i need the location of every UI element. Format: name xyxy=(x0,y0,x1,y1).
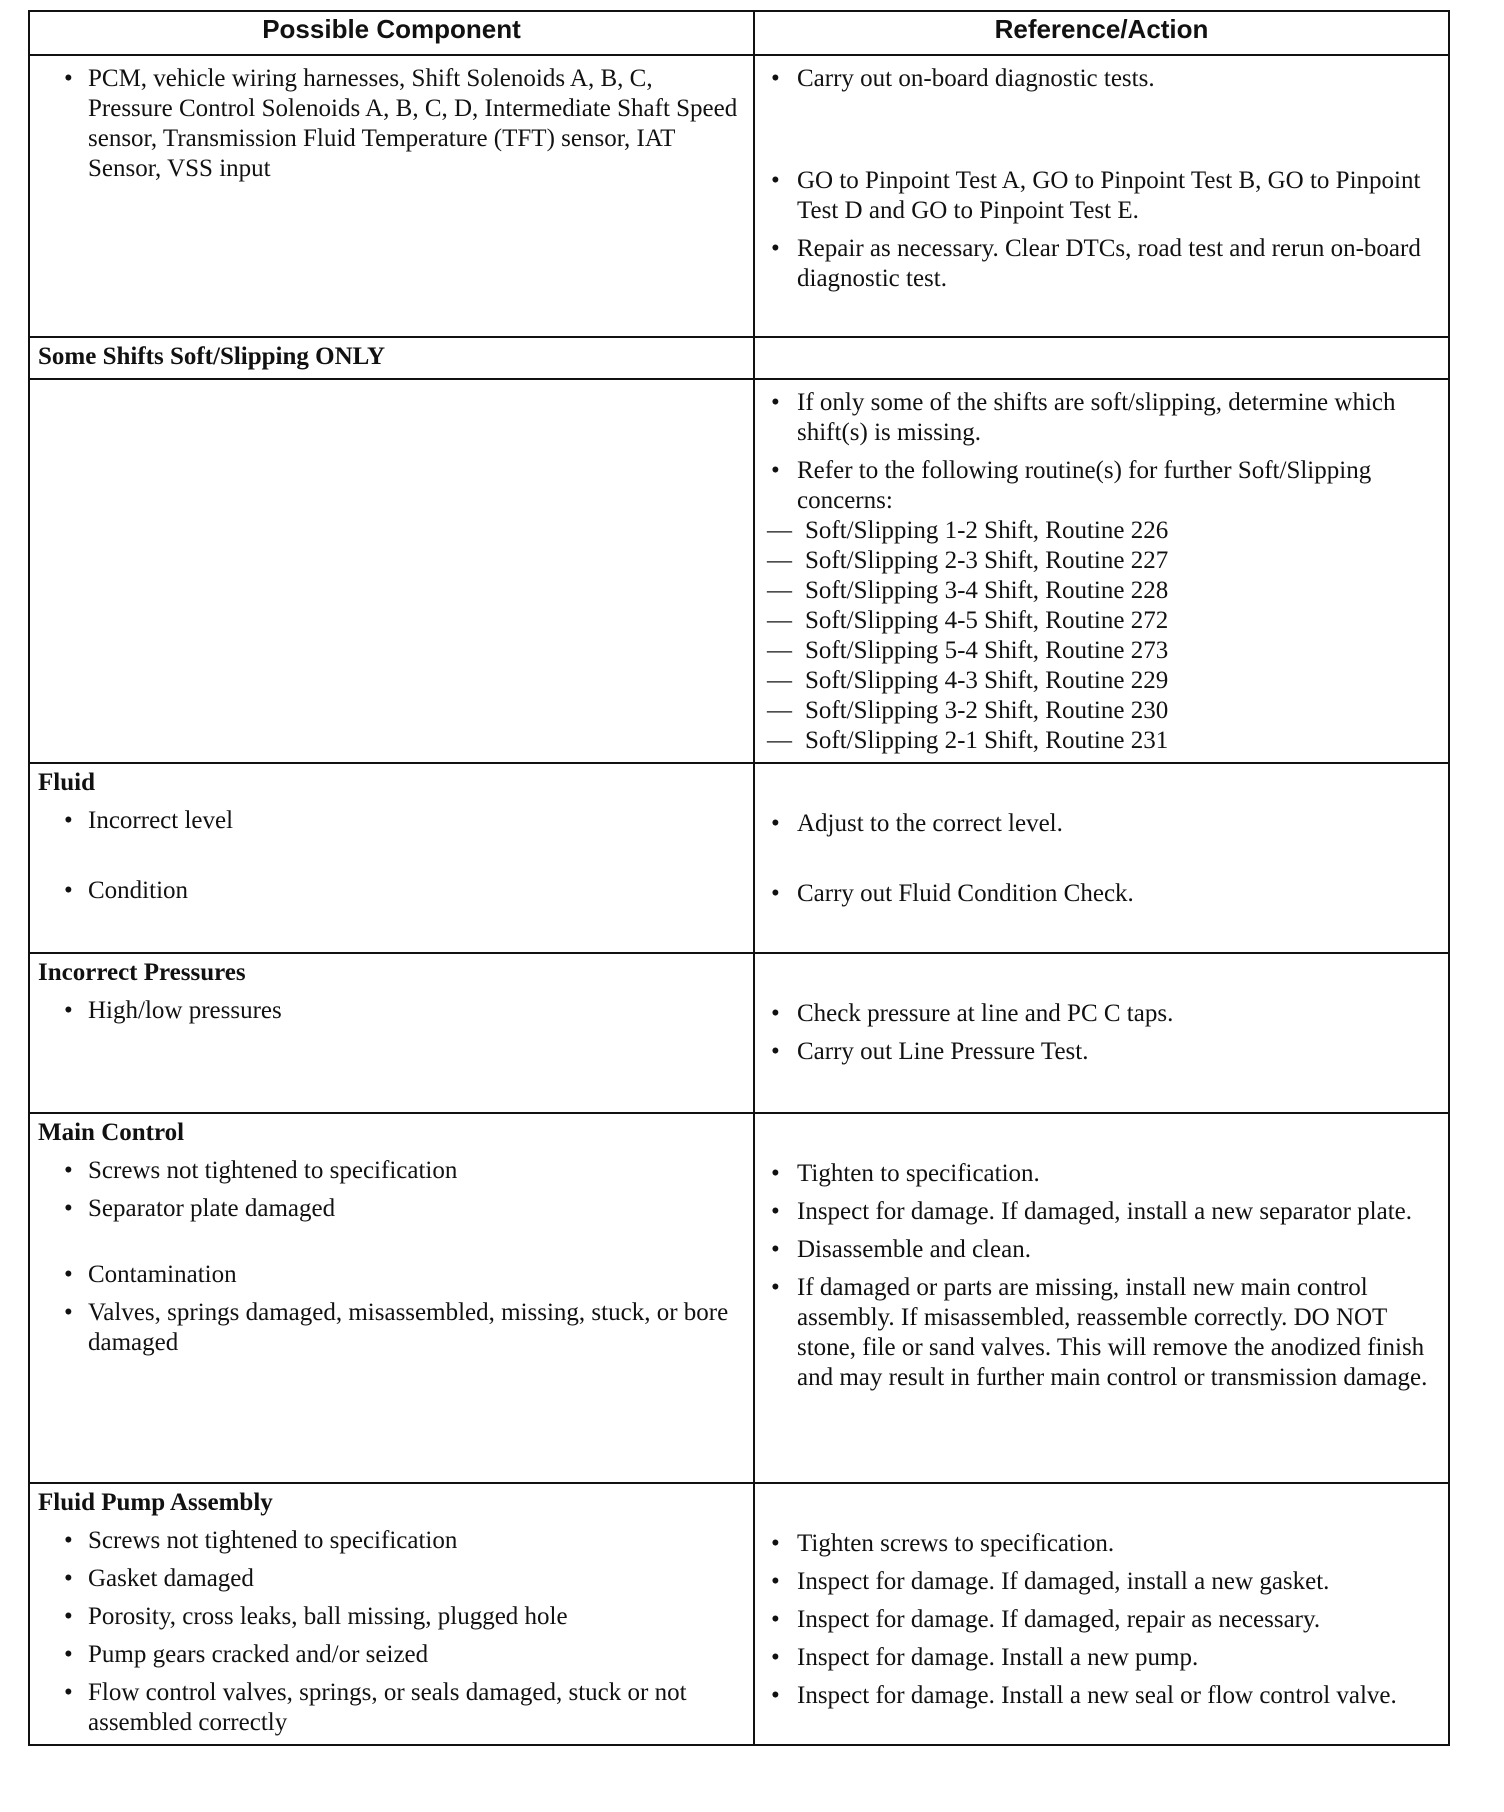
action-item: • If only some of the shifts are soft/slipping, determine which shift(s) is missing. xyxy=(763,388,1438,448)
component-item: • PCM, vehicle wiring harnesses, Shift Solenoids A, B, C, Pressure Control Solenoids A, B, C, D, Intermediate Shaft Speed sensor, Transmission Fluid Temperature (TFT) sensor, IAT Sensor, VSS input xyxy=(38,64,743,184)
component-item: • Condition xyxy=(38,876,743,906)
action-item: • Repair as necessary. Clear DTCs, road test and rerun on-board diagnostic test. xyxy=(763,234,1438,294)
table-row xyxy=(29,379,1449,763)
component-item: • Valves, springs damaged, misassembled, missing, stuck, or bore damaged xyxy=(38,1298,743,1358)
component-cell xyxy=(29,1113,754,1483)
routine-item: — Soft/Slipping 4-5 Shift, Routine 272 xyxy=(763,606,1438,636)
component-item: • Flow control valves, springs, or seals damaged, stuck or not assembled correctly xyxy=(38,1678,743,1738)
component-cell xyxy=(29,763,754,953)
action-item: • Tighten to specification. xyxy=(763,1159,1438,1189)
action-item: • Tighten screws to specification. xyxy=(763,1529,1438,1559)
section-title: Fluid xyxy=(38,769,95,796)
component-item: • High/low pressures xyxy=(38,996,743,1026)
routine-item: — Soft/Slipping 2-1 Shift, Routine 231 xyxy=(763,726,1438,756)
section-title: Fluid Pump Assembly xyxy=(38,1489,273,1516)
empty-cell xyxy=(754,337,1449,379)
section-title: Main Control xyxy=(38,1119,185,1146)
routine-item: — Soft/Slipping 5-4 Shift, Routine 273 xyxy=(763,636,1438,666)
action-item: • Inspect for damage. Install a new pump. xyxy=(763,1643,1438,1673)
diagnostic-table xyxy=(28,10,1450,1746)
routine-item: — Soft/Slipping 2-3 Shift, Routine 227 xyxy=(763,546,1438,576)
routine-item: — Soft/Slipping 1-2 Shift, Routine 226 xyxy=(763,516,1438,546)
table-row xyxy=(29,1113,1449,1483)
table-row xyxy=(29,953,1449,1113)
action-item: • Inspect for damage. If damaged, install a new separator plate. xyxy=(763,1197,1438,1227)
component-item: • Screws not tightened to specification xyxy=(38,1156,743,1186)
action-item: • Inspect for damage. Install a new seal or flow control valve. xyxy=(763,1681,1438,1711)
component-item: • Incorrect level xyxy=(38,806,743,836)
section-title-cell xyxy=(29,337,754,379)
component-item: • Separator plate damaged xyxy=(38,1194,743,1224)
component-item: • Pump gears cracked and/or seized xyxy=(38,1640,743,1670)
action-cell xyxy=(754,379,1449,763)
routine-item: — Soft/Slipping 4-3 Shift, Routine 229 xyxy=(763,666,1438,696)
action-item: • Inspect for damage. If damaged, repair as necessary. xyxy=(763,1605,1438,1635)
action-item: • Carry out Line Pressure Test. xyxy=(763,1037,1438,1067)
action-item: • Carry out Fluid Condition Check. xyxy=(763,879,1438,909)
section-title-row xyxy=(29,337,1449,379)
section-title: Incorrect Pressures xyxy=(38,959,246,986)
component-cell xyxy=(29,1483,754,1745)
component-cell xyxy=(29,55,754,337)
section-title: Some Shifts Soft/Slipping ONLY xyxy=(38,343,386,370)
action-item: • Check pressure at line and PC C taps. xyxy=(763,999,1438,1029)
routine-item: — Soft/Slipping 3-2 Shift, Routine 230 xyxy=(763,696,1438,726)
diagnostic-page xyxy=(28,10,1448,1746)
table-row xyxy=(29,55,1449,337)
action-item: • Adjust to the correct level. xyxy=(763,809,1438,839)
action-cell xyxy=(754,763,1449,953)
table-row xyxy=(29,1483,1449,1745)
component-item: • Porosity, cross leaks, ball missing, plugged hole xyxy=(38,1602,743,1632)
action-item: • Disassemble and clean. xyxy=(763,1235,1438,1265)
action-cell xyxy=(754,1113,1449,1483)
table-header-row xyxy=(29,11,1449,55)
action-item: • Carry out on-board diagnostic tests. xyxy=(763,64,1438,94)
action-cell xyxy=(754,953,1449,1113)
action-item: • GO to Pinpoint Test A, GO to Pinpoint Test B, GO to Pinpoint Test D and GO to Pinpoint Test E. xyxy=(763,166,1438,226)
component-item: • Screws not tightened to specification xyxy=(38,1526,743,1556)
routine-item: — Soft/Slipping 3-4 Shift, Routine 228 xyxy=(763,576,1438,606)
component-item: • Contamination xyxy=(38,1260,743,1290)
column-header-component: Possible Component xyxy=(29,11,754,55)
component-cell xyxy=(29,379,754,763)
table-row xyxy=(29,763,1449,953)
column-header-action: Reference/Action xyxy=(754,11,1449,55)
action-cell xyxy=(754,1483,1449,1745)
component-cell xyxy=(29,953,754,1113)
component-item: • Gasket damaged xyxy=(38,1564,743,1594)
action-item: • Inspect for damage. If damaged, install a new gasket. xyxy=(763,1567,1438,1597)
action-cell xyxy=(754,55,1449,337)
action-item: • Refer to the following routine(s) for further Soft/Slipping concerns: xyxy=(763,456,1438,516)
action-item: • If damaged or parts are missing, install new main control assembly. If misassembled, reassemble correctly. DO NOT stone, file or sand valves. This will remove the anodized finish and may result in further main control or transmission damage. xyxy=(763,1273,1438,1393)
